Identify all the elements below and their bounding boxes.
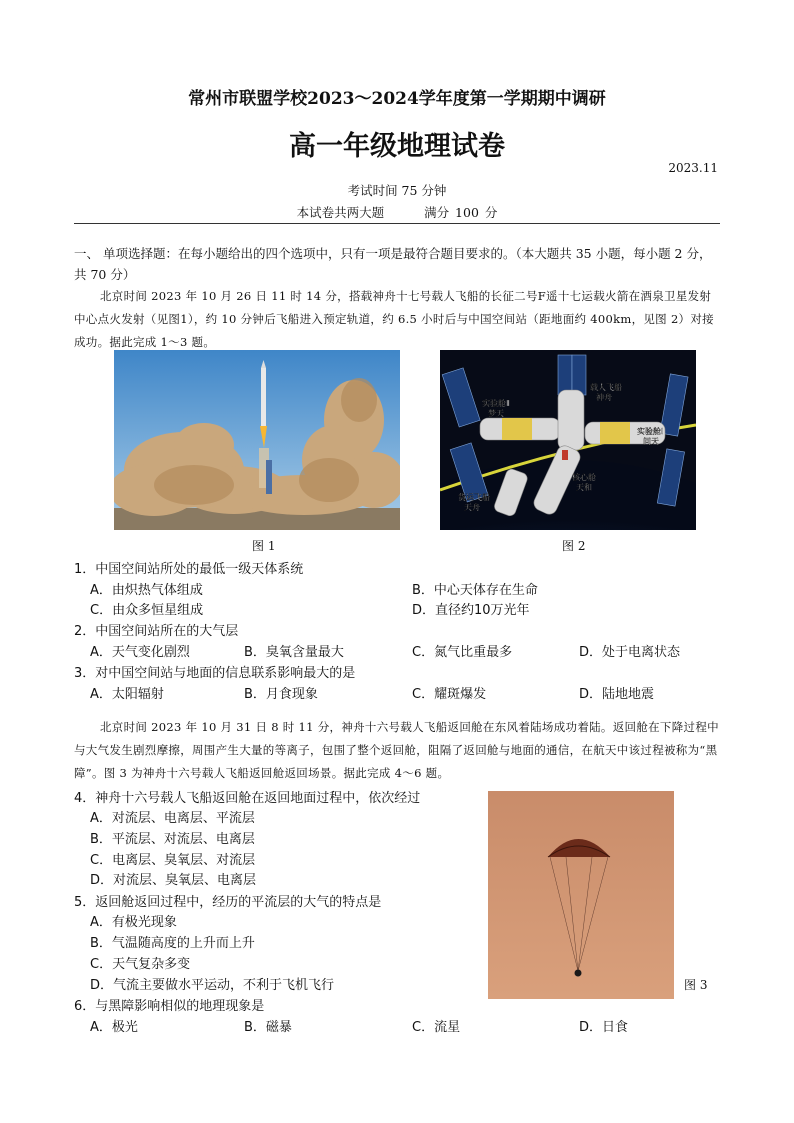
label-mengtian-line2: 梦天 — [488, 409, 504, 418]
paper-title: 高一年级地理试卷 — [289, 131, 505, 162]
figure-3-caption: 图 3 — [684, 978, 708, 992]
question-3-option-b[interactable]: B．月食现象 — [244, 687, 318, 702]
question-5-option-d[interactable]: D．气流主要做水平运动，不利于飞机飞行 — [90, 978, 335, 993]
question-3-option-d[interactable]: D．陆地地震 — [579, 687, 655, 702]
full-score: 满分 100 分 — [424, 205, 498, 220]
exam-structure — [0, 203, 794, 221]
question-1-option-b[interactable]: B．中心天体存在生命 — [412, 583, 538, 598]
question-5-option-a[interactable]: A．有极光现象 — [90, 915, 177, 930]
question-6-option-c[interactable]: C．流星 — [412, 1020, 461, 1035]
figure-1-caption: 图 1 — [252, 539, 276, 553]
capsule-parachute-illustration — [488, 791, 674, 999]
question-1-option-c[interactable]: C．由众多恒星组成 — [90, 603, 204, 618]
question-4-option-c[interactable]: C．电离层、臭氧层、对流层 — [90, 853, 256, 868]
label-wentian-line2: 问天 — [643, 437, 659, 446]
question-4-option-a[interactable]: A．对流层、电离层、平流层 — [90, 811, 255, 826]
question-4-stem: 4．神舟十六号载人飞船返回舱在返回地面过程中，依次经过 — [74, 791, 421, 806]
question-2-option-d[interactable]: D．处于电离状态 — [579, 645, 681, 660]
question-3-option-a[interactable]: A．太阳辐射 — [90, 687, 164, 702]
passage-1: 北京时间 2023 年 10 月 26 日 11 时 14 分，搭载神舟十七号载人飞船的长征二号F遥十七运载火箭在酒泉卫星发射中心点火发射（见图1），约 10 分钟后飞船进入预定轨道，约 6.5 小时后与中国空间站（距地面约 400km，见图 2）对接成功。据此完成 1～3 题。 — [74, 289, 714, 349]
question-5-option-b[interactable]: B．气温随高度的上升而上升 — [90, 936, 255, 951]
capsule-return-photo — [488, 791, 674, 999]
question-5-stem: 5．返回舱返回过程中，经历的平流层的大气的特点是 — [74, 895, 382, 910]
question-6-stem: 6．与黑障影响相似的地理现象是 — [74, 999, 265, 1014]
exam-date: 2023.11 — [668, 161, 718, 175]
question-6-option-b[interactable]: B．磁暴 — [244, 1020, 292, 1035]
label-mengtian-line1: 实验舱Ⅱ — [482, 399, 510, 408]
passage-2: 北京时间 2023 年 10 月 31 日 8 时 11 分，神舟十六号载人飞船返回舱在东风着陆场成功着陆。返回舱在下降过程中与大气发生剧烈摩擦，周围产生大量的等离子，包围了整个返回舱，阻隔了返回舱与地面的通信，在航天中该过程被称为“黑障”。图 3 为神舟十六号载人飞船返回舱返回场景。据此完成 4～6 题。 — [74, 720, 719, 780]
label-tianzhou-line2: 天舟 — [464, 503, 480, 512]
question-4-option-d[interactable]: D．对流层、臭氧层、电离层 — [90, 873, 257, 888]
exam-time: 考试时间 75 分钟 — [347, 183, 447, 198]
label-wentian-line1: 实验舱Ⅰ — [637, 427, 664, 436]
label-tianzhou-line1: 货运飞船 — [458, 493, 490, 502]
label-shenzhou-line1: 载人飞船 — [590, 383, 622, 392]
question-2-stem: 2．中国空间站所在的大气层 — [74, 624, 239, 639]
structure-text: 本试卷共两大题 — [296, 205, 385, 220]
question-2-option-a[interactable]: A．天气变化剧烈 — [90, 645, 190, 660]
label-shenzhou-line2: 神舟 — [596, 393, 612, 402]
label-tianhe-line2: 天和 — [576, 483, 592, 492]
section-heading: 一、 单项选择题：在每小题给出的四个选项中，只有一项是最符合题目要求的。（本大题共 35 小题，每小题 2 分，共 70 分） — [74, 246, 712, 282]
space-station-diagram — [440, 350, 696, 530]
question-2-option-c[interactable]: C．氮气比重最多 — [412, 645, 513, 660]
question-2-option-b[interactable]: B．臭氧含量最大 — [244, 645, 344, 660]
question-3-stem: 3．对中国空间站与地面的信息联系影响最大的是 — [74, 666, 356, 681]
question-6-option-d[interactable]: D．日食 — [579, 1020, 629, 1035]
question-6-option-a[interactable]: A．极光 — [90, 1020, 138, 1035]
space-station-illustration — [440, 350, 696, 530]
figure-2-caption: 图 2 — [562, 539, 586, 553]
question-3-option-c[interactable]: C．耀斑爆发 — [412, 687, 487, 702]
question-1-option-d[interactable]: D．直径约10万光年 — [412, 603, 530, 618]
question-4-option-b[interactable]: B．平流层、对流层、电离层 — [90, 832, 255, 847]
question-5-option-c[interactable]: C．天气复杂多变 — [90, 957, 191, 972]
header-divider — [74, 223, 720, 224]
question-1-option-a[interactable]: A．由炽热气体组成 — [90, 583, 203, 598]
question-1-stem: 1．中国空间站所处的最低一级天体系统 — [74, 562, 304, 577]
rocket-launch-photo — [114, 350, 400, 530]
label-tianhe-line1: 核心舱 — [572, 473, 596, 482]
school-title: 常州市联盟学校2023～2024学年度第一学期期中调研 — [188, 89, 606, 109]
rocket-launch-illustration — [114, 350, 400, 530]
